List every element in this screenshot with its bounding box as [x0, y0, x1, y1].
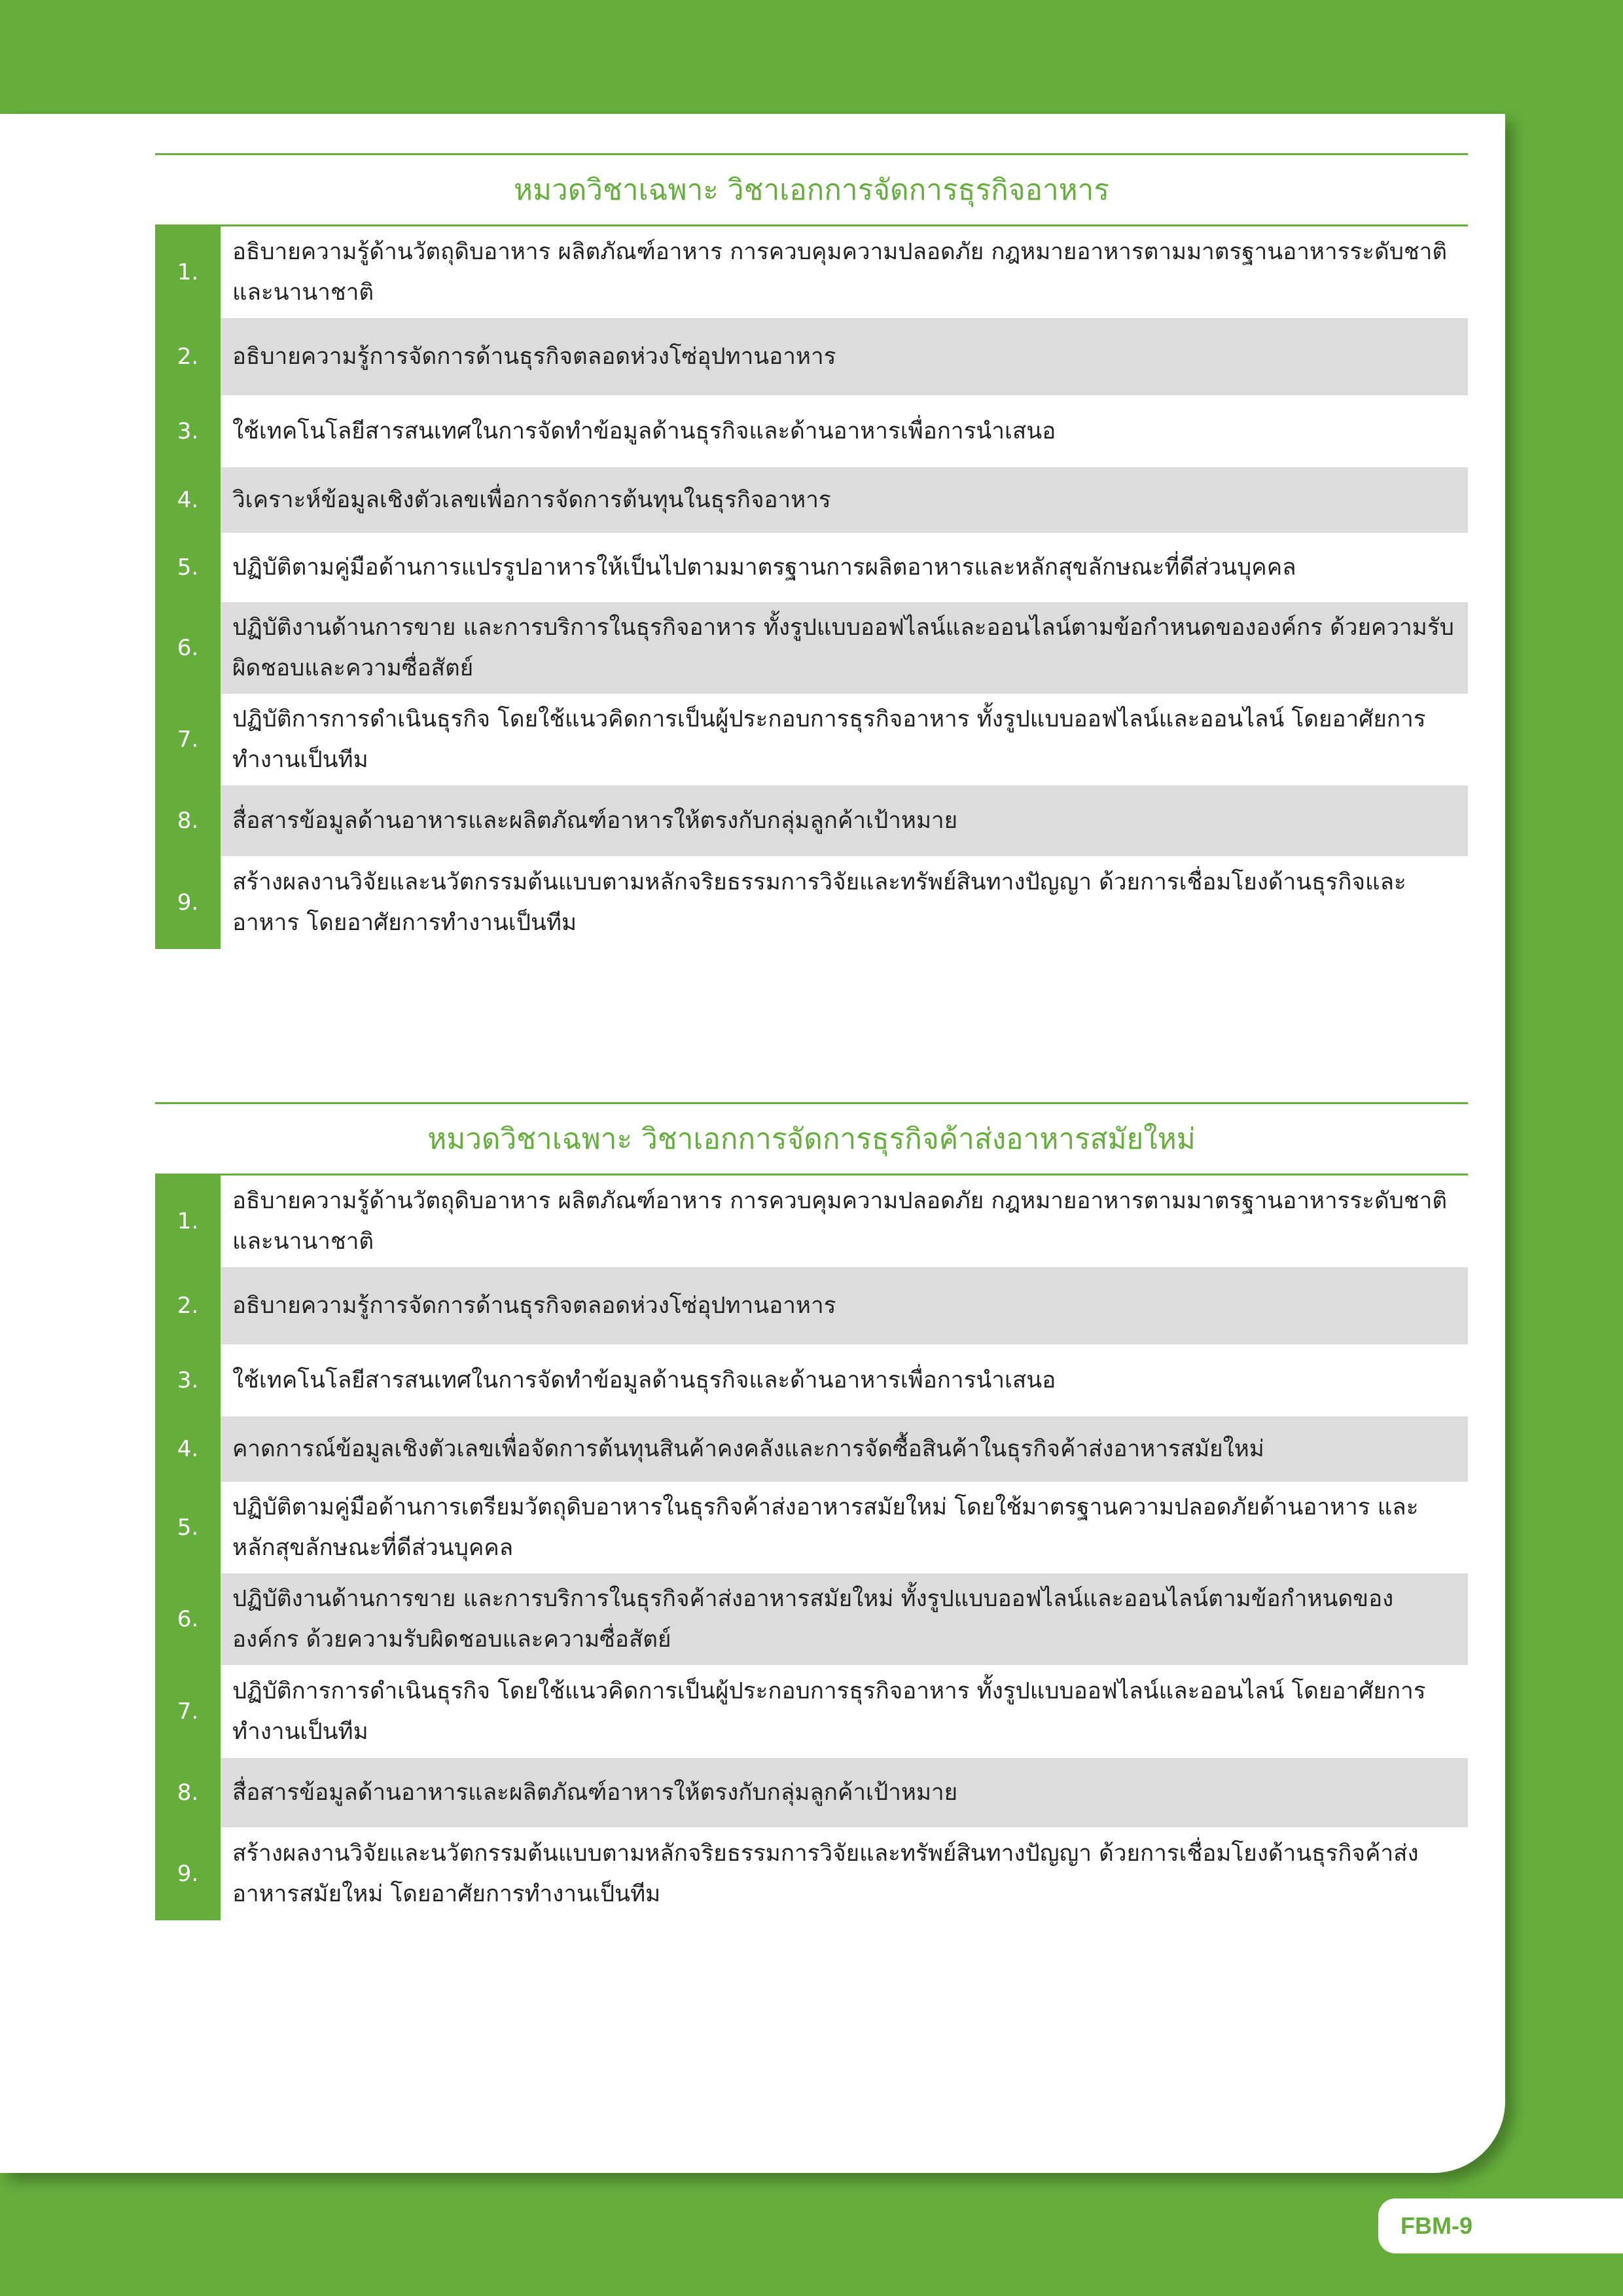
item-number: 5.: [155, 1482, 221, 1573]
item-text: ปฏิบัติการการดำเนินธุรกิจ โดยใช้แนวคิดการเป็นผู้ประกอบการธุรกิจอาหาร ทั้งรูปแบบออฟไลน์และออนไลน์ โดยอาศัยการทำงานเป็นทีม: [232, 706, 1426, 773]
item-number: 3.: [155, 1344, 221, 1416]
item-text: วิเคราะห์ข้อมูลเชิงตัวเลขเพื่อการจัดการต้นทุนในธุรกิจอาหาร: [221, 467, 1468, 533]
item-number: 5.: [155, 533, 221, 602]
item-number: 8.: [155, 1758, 221, 1827]
section-title: หมวดวิชาเฉพาะ วิชาเอกการจัดการธุรกิจค้าส่งอาหารสมัยใหม่: [155, 1102, 1468, 1175]
item-number: 9.: [155, 1827, 221, 1920]
list-item: [155, 1758, 1468, 1827]
item-number: 7.: [155, 694, 221, 785]
item-number: 6.: [155, 1573, 221, 1665]
item-number: 8.: [155, 785, 221, 856]
list-item: [155, 1344, 1468, 1416]
item-text: ใช้เทคโนโลยีสารสนเทศในการจัดทำข้อมูลด้านธุรกิจและด้านอาหารเพื่อการนำเสนอ: [232, 1367, 1056, 1393]
item-text: อธิบายความรู้การจัดการด้านธุรกิจตลอดห่วงโซ่อุปทานอาหาร: [221, 1267, 1468, 1344]
item-text: คาดการณ์ข้อมูลเชิงตัวเลขเพื่อจัดการต้นทุนสินค้าคงคลังและการจัดซื้อสินค้าในธุรกิจค้าส่งอาหารสมัยใหม่: [221, 1416, 1468, 1482]
list-item: [155, 1482, 1468, 1573]
list-item: [155, 856, 1468, 949]
item-text: สร้างผลงานวิจัยและนวัตกรรมต้นแบบตามหลักจริยธรรมการวิจัยและทรัพย์สินทางปัญญา ด้วยการเชื่อมโยงด้านธุรกิจและอาหาร โดยอาศัยการทำงานเป็นทีม: [232, 869, 1406, 936]
list-item: [155, 395, 1468, 467]
page-label: FBM-9: [1400, 2212, 1472, 2239]
item-number: 2.: [155, 318, 221, 395]
item-text: ปฏิบัติการการดำเนินธุรกิจ โดยใช้แนวคิดการเป็นผู้ประกอบการธุรกิจอาหาร ทั้งรูปแบบออฟไลน์และออนไลน์ โดยอาศัยการทำงานเป็นทีม: [232, 1678, 1426, 1745]
item-number: 7.: [155, 1665, 221, 1758]
item-number: 1.: [155, 1175, 221, 1267]
list-item: [155, 533, 1468, 602]
item-number: 2.: [155, 1267, 221, 1344]
section-wholesale-food-business: [155, 1102, 1468, 1920]
list-item: [155, 1416, 1468, 1482]
item-text: สร้างผลงานวิจัยและนวัตกรรมต้นแบบตามหลักจริยธรรมการวิจัยและทรัพย์สินทางปัญญา ด้วยการเชื่อมโยงด้านธุรกิจค้าส่งอาหารสมัยใหม่ โดยอาศัยการทำงานเป็นทีม: [232, 1840, 1419, 1907]
item-number: 4.: [155, 467, 221, 533]
item-text: อธิบายความรู้การจัดการด้านธุรกิจตลอดห่วงโซ่อุปทานอาหาร: [221, 318, 1468, 395]
list-item: [155, 602, 1468, 694]
item-text: ปฏิบัติงานด้านการขาย และการบริการในธุรกิจค้าส่งอาหารสมัยใหม่ ทั้งรูปแบบออฟไลน์และออนไลน์ตามข้อกำหนดขององค์กร ด้วยความรับผิดชอบและความซื่อสัตย์: [221, 1573, 1468, 1665]
page-number-tab: [1378, 2198, 1623, 2253]
item-number: 9.: [155, 856, 221, 949]
section-food-business: [155, 153, 1468, 949]
item-text: อธิบายความรู้ด้านวัตถุดิบอาหาร ผลิตภัณฑ์อาหาร การควบคุมความปลอดภัย กฎหมายอาหารตามมาตรฐานอาหารระดับชาติและนานาชาติ: [232, 1188, 1448, 1255]
list-item: [155, 1665, 1468, 1758]
item-text: ปฏิบัติตามคู่มือด้านการเตรียมวัตถุดิบอาหารในธุรกิจค้าส่งอาหารสมัยใหม่ โดยใช้มาตรฐานความปลอดภัยด้านอาหาร และหลักสุขลักษณะที่ดีส่วนบุคคล: [232, 1494, 1419, 1561]
item-number: 6.: [155, 602, 221, 694]
item-text: อธิบายความรู้ด้านวัตถุดิบอาหาร ผลิตภัณฑ์อาหาร การควบคุมความปลอดภัย กฎหมายอาหารตามมาตรฐานอาหารระดับชาติและนานาชาติ: [232, 239, 1448, 306]
item-number: 3.: [155, 395, 221, 467]
item-text: ใช้เทคโนโลยีสารสนเทศในการจัดทำข้อมูลด้านธุรกิจและด้านอาหารเพื่อการนำเสนอ: [232, 418, 1056, 444]
list-item: [155, 226, 1468, 318]
list-item: [155, 1267, 1468, 1344]
item-number: 1.: [155, 226, 221, 318]
list-item: [155, 694, 1468, 785]
list-item: [155, 785, 1468, 856]
item-text: ปฏิบัติงานด้านการขาย และการบริการในธุรกิจอาหาร ทั้งรูปแบบออฟไลน์และออนไลน์ตามข้อกำหนดขององค์กร ด้วยความรับผิดชอบและความซื่อสัตย์: [221, 602, 1468, 694]
section-title: หมวดวิชาเฉพาะ วิชาเอกการจัดการธุรกิจอาหาร: [155, 153, 1468, 226]
list-item: [155, 1175, 1468, 1267]
list-item: [155, 318, 1468, 395]
list-item: [155, 1573, 1468, 1665]
list-item: [155, 467, 1468, 533]
item-text: ปฏิบัติตามคู่มือด้านการแปรรูปอาหารให้เป็นไปตามมาตรฐานการผลิตอาหารและหลักสุขลักษณะที่ดีส่วนบุคคล: [232, 554, 1296, 581]
item-number: 4.: [155, 1416, 221, 1482]
item-text: สื่อสารข้อมูลด้านอาหารและผลิตภัณฑ์อาหารให้ตรงกับกลุ่มลูกค้าเป้าหมาย: [221, 785, 1468, 856]
list-item: [155, 1827, 1468, 1920]
item-text: สื่อสารข้อมูลด้านอาหารและผลิตภัณฑ์อาหารให้ตรงกับกลุ่มลูกค้าเป้าหมาย: [221, 1758, 1468, 1827]
